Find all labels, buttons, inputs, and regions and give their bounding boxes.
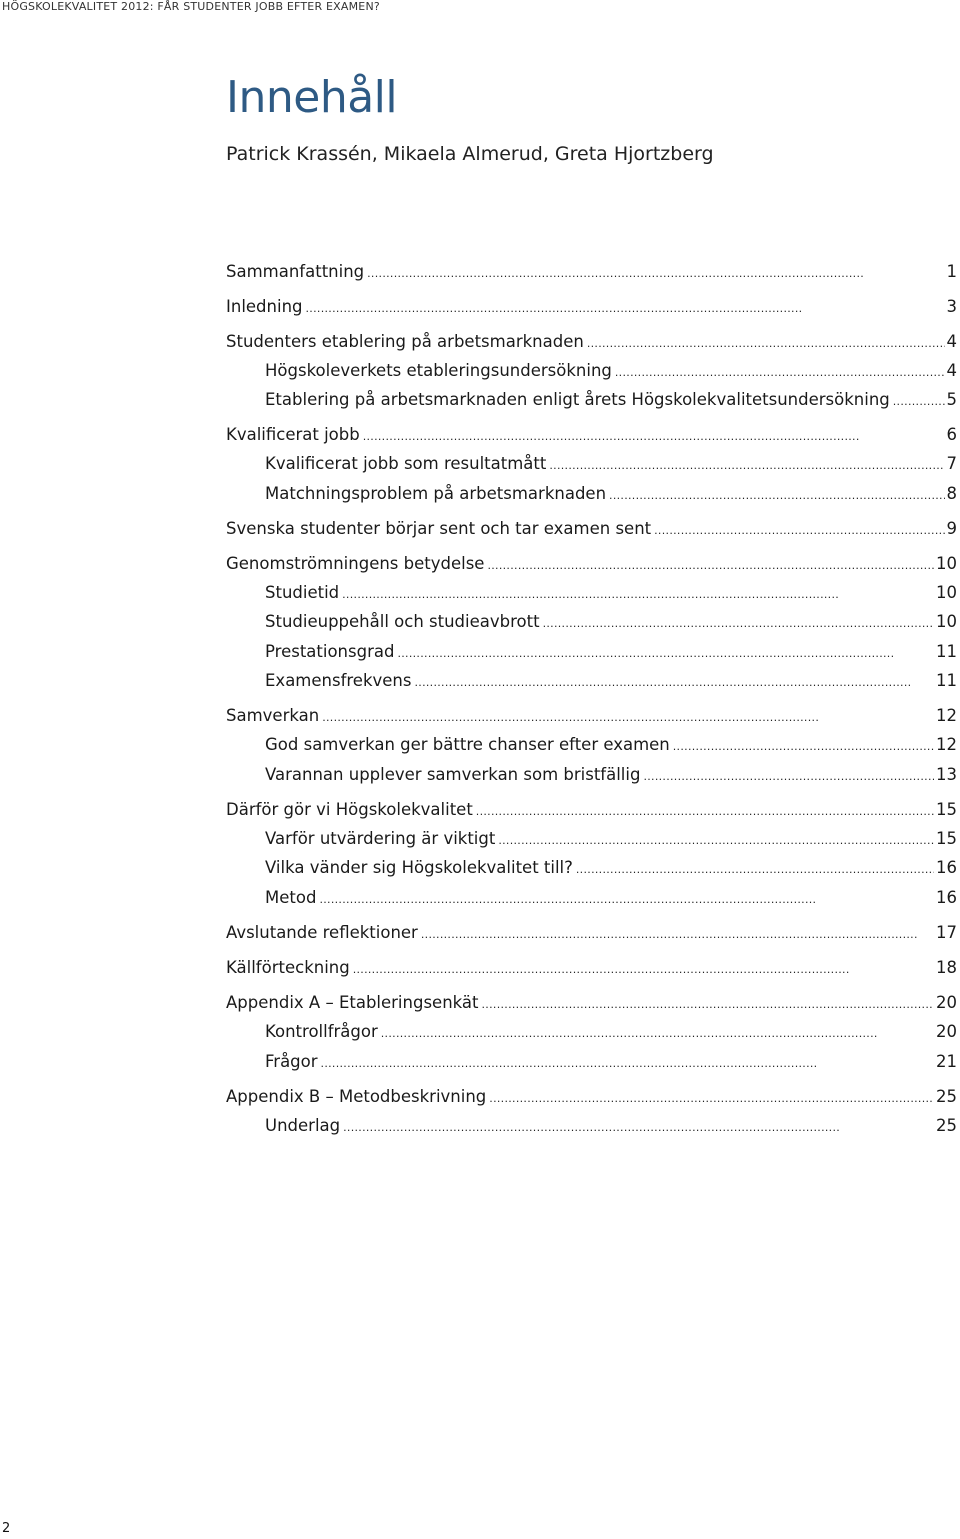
toc-entry-page: 25 — [936, 1087, 957, 1106]
toc-dot-leader — [367, 262, 944, 281]
toc-entry[interactable] — [265, 361, 957, 387]
toc-dot-leader — [322, 706, 934, 725]
toc-entry-page: 8 — [946, 484, 957, 503]
toc-entry[interactable] — [265, 454, 957, 480]
toc-entry-page: 16 — [936, 858, 957, 877]
toc-entry-title: Kvalificerat jobb — [226, 425, 360, 444]
toc-entry[interactable] — [226, 706, 957, 732]
toc-dot-leader — [363, 425, 945, 444]
toc-entry[interactable] — [226, 958, 957, 984]
toc-dot-leader — [643, 765, 934, 784]
toc-entry-title: Matchningsproblem på arbetsmarknaden — [265, 484, 607, 503]
toc-entry[interactable] — [265, 484, 957, 510]
toc-entry[interactable] — [265, 642, 957, 668]
page-number: 2 — [2, 1521, 11, 1536]
toc-entry-page: 16 — [936, 888, 957, 907]
toc-entry-title: Appendix A – Etableringsenkät — [226, 993, 479, 1012]
toc-entry-page: 11 — [936, 671, 957, 690]
toc-entry-title: Sammanfattning — [226, 262, 365, 281]
toc-entry[interactable] — [265, 888, 957, 914]
toc-entry-page: 18 — [936, 958, 957, 977]
page-title: Innehåll — [226, 72, 398, 123]
toc-dot-leader — [487, 554, 934, 573]
toc-entry-page: 10 — [936, 612, 957, 631]
toc-entry-page: 20 — [936, 993, 957, 1012]
toc-entry[interactable] — [226, 554, 957, 580]
toc-entry[interactable] — [226, 800, 957, 826]
toc-entry-title: Kontrollfrågor — [265, 1022, 378, 1041]
toc-entry-title: Underlag — [265, 1116, 341, 1135]
toc-entry[interactable] — [265, 1116, 957, 1142]
toc-entry-page: 15 — [936, 800, 957, 819]
toc-entry-title: Högskoleverkets etableringsundersökning — [265, 361, 612, 380]
toc-dot-leader — [482, 993, 934, 1012]
toc-entry-title: Studieuppehåll och studieavbrott — [265, 612, 540, 631]
toc-entry[interactable] — [265, 735, 957, 761]
toc-entry-title: Avslutande reflektioner — [226, 923, 418, 942]
toc-entry-page: 5 — [946, 390, 957, 409]
toc-entry-page: 21 — [936, 1052, 957, 1071]
toc-entry-title: Svenska studenter börjar sent och tar examen sent — [226, 519, 652, 538]
toc-entry-page: 6 — [946, 425, 957, 444]
toc-entry[interactable] — [265, 390, 957, 416]
toc-entry-title: Studenters etablering på arbetsmarknaden — [226, 332, 584, 351]
authors: Patrick Krassén, Mikaela Almerud, Greta Hjortzberg — [226, 143, 714, 165]
toc-entry-page: 13 — [936, 765, 957, 784]
toc-entry-page: 4 — [946, 332, 957, 351]
toc-entry-title: Examensfrekvens — [265, 671, 412, 690]
toc-dot-leader — [615, 361, 945, 380]
toc-dot-leader — [609, 484, 944, 503]
toc-entry-page: 9 — [946, 519, 957, 538]
toc-entry-page: 10 — [936, 554, 957, 573]
toc-dot-leader — [893, 390, 945, 409]
toc-entry[interactable] — [265, 671, 957, 697]
toc-entry-page: 15 — [936, 829, 957, 848]
toc-entry[interactable] — [226, 923, 957, 949]
toc-entry-title: Inledning — [226, 297, 303, 316]
toc-entry-page: 10 — [936, 583, 957, 602]
toc-entry-title: Samverkan — [226, 706, 320, 725]
toc-entry-page: 12 — [936, 706, 957, 725]
toc-entry-title: Frågor — [265, 1052, 318, 1071]
toc-entry-page: 12 — [936, 735, 957, 754]
toc-dot-leader — [587, 332, 945, 351]
toc-dot-leader — [549, 454, 944, 473]
toc-dot-leader — [319, 888, 934, 907]
toc-entry[interactable] — [265, 583, 957, 609]
toc-entry-title: Varför utvärdering är viktigt — [265, 829, 496, 848]
toc-dot-leader — [353, 958, 934, 977]
toc-entry-page: 11 — [936, 642, 957, 661]
toc-entry[interactable] — [226, 425, 957, 451]
toc-dot-leader — [343, 1116, 934, 1135]
toc-entry[interactable] — [226, 262, 957, 288]
toc-entry[interactable] — [226, 297, 957, 323]
toc-dot-leader — [498, 829, 934, 848]
toc-dot-leader — [306, 297, 945, 316]
toc-entry[interactable] — [226, 993, 957, 1019]
toc-dot-leader — [381, 1022, 934, 1041]
toc-dot-leader — [576, 858, 934, 877]
toc-entry-title: Källförteckning — [226, 958, 350, 977]
toc-entry-page: 4 — [946, 361, 957, 380]
toc-entry-page: 3 — [946, 297, 957, 316]
toc-entry-page: 17 — [936, 923, 957, 942]
toc-entry-title: God samverkan ger bättre chanser efter examen — [265, 735, 670, 754]
toc-entry-page: 20 — [936, 1022, 957, 1041]
toc-dot-leader — [342, 583, 934, 602]
toc-entry-page: 7 — [946, 454, 957, 473]
toc-entry-title: Varannan upplever samverkan som bristfällig — [265, 765, 641, 784]
toc-entry-page: 1 — [946, 262, 957, 281]
toc-dot-leader — [321, 1052, 934, 1071]
toc-dot-leader — [543, 612, 934, 631]
toc-entry[interactable] — [226, 332, 957, 358]
toc-entry[interactable] — [265, 829, 957, 855]
toc-entry-title: Genomströmningens betydelse — [226, 554, 485, 573]
toc-entry[interactable] — [265, 1022, 957, 1048]
toc-entry[interactable] — [265, 765, 957, 791]
toc-entry[interactable] — [226, 519, 957, 545]
toc-dot-leader — [489, 1087, 934, 1106]
toc-entry-title: Vilka vänder sig Högskolekvalitet till? — [265, 858, 573, 877]
toc-entry-title: Därför gör vi Högskolekvalitet — [226, 800, 473, 819]
toc-entry[interactable] — [265, 858, 957, 884]
toc-dot-leader — [476, 800, 934, 819]
toc-entry-title: Metod — [265, 888, 317, 907]
toc-entry-title: Prestationsgrad — [265, 642, 395, 661]
toc-entry[interactable] — [226, 1087, 957, 1113]
toc-entry-title: Studietid — [265, 583, 340, 602]
toc-dot-leader — [415, 671, 935, 690]
toc-entry-title: Appendix B – Metodbeskrivning — [226, 1087, 487, 1106]
toc-dot-leader — [421, 923, 934, 942]
toc-entry-title: Kvalificerat jobb som resultatmått — [265, 454, 547, 473]
running-head: HÖGSKOLEKVALITET 2012: FÅR STUDENTER JOBB EFTER EXAMEN? — [2, 0, 380, 13]
toc-entry[interactable] — [265, 612, 957, 638]
toc-dot-leader — [654, 519, 944, 538]
toc-entry[interactable] — [265, 1052, 957, 1078]
toc-entry-title: Etablering på arbetsmarknaden enligt årets Högskolekvalitetsundersökning — [265, 390, 890, 409]
toc-dot-leader — [397, 642, 934, 661]
toc-dot-leader — [673, 735, 934, 754]
toc-entry-page: 25 — [936, 1116, 957, 1135]
